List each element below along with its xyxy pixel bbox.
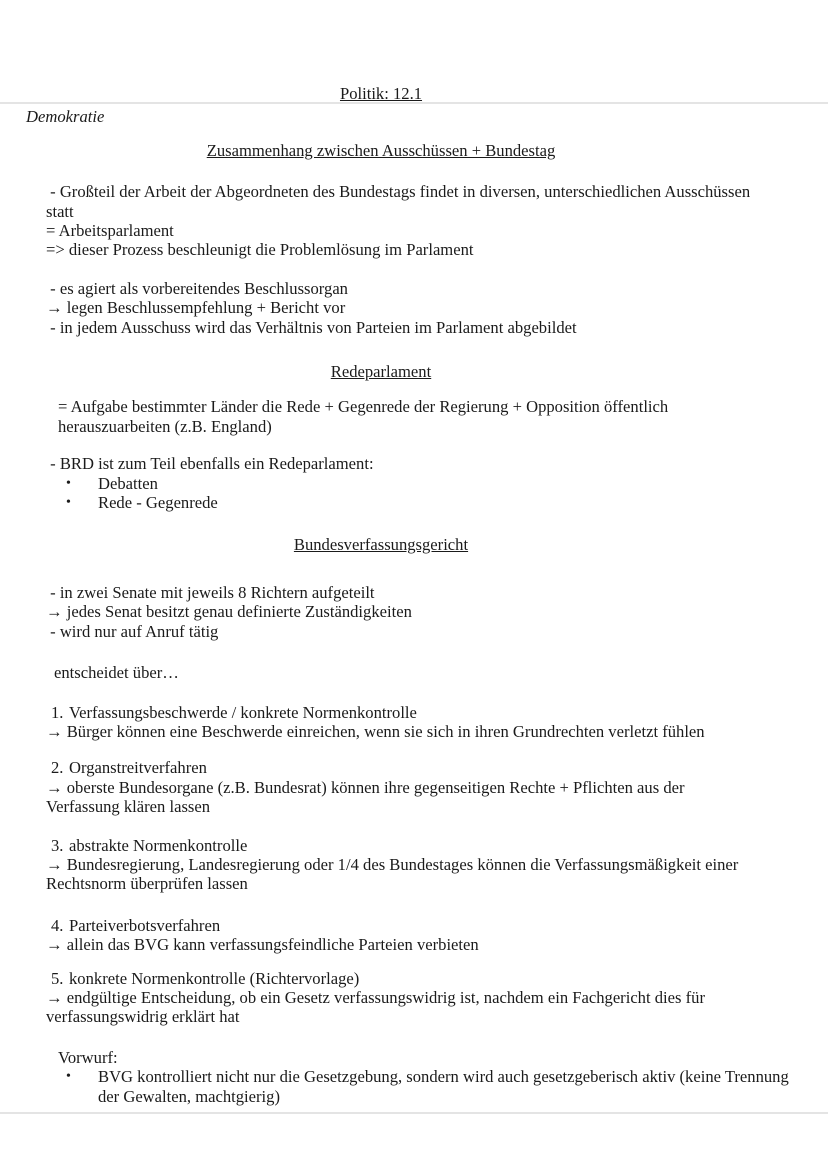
- bullet-icon: •: [66, 475, 71, 491]
- numbered-item: [0, 916, 762, 955]
- item-number: 1.: [51, 702, 64, 722]
- text-line: → Bürger können eine Beschwerde einreichen, wenn sie sich in ihren Grundrechten verletzt fühlen: [46, 721, 705, 741]
- text-line: - in zwei Senate mit jeweils 8 Richtern aufgeteilt: [46, 582, 375, 602]
- text-line: - BRD ist zum Teil ebenfalls ein Redeparlament:: [46, 454, 374, 474]
- vorwurf-block: [0, 1047, 789, 1106]
- vorwurf-label: Vorwurf:: [58, 1047, 118, 1067]
- list-item: [46, 1067, 789, 1106]
- page-separator-bottom: [0, 1112, 828, 1114]
- item-number: 3.: [51, 835, 64, 855]
- numbered-item-title-line: [46, 758, 762, 777]
- text-line: verfassungswidrig erklärt hat: [46, 1007, 240, 1027]
- paragraph: [0, 397, 762, 436]
- subtitle-demokratie: Demokratie: [26, 107, 105, 127]
- text-line: → allein das BVG kann verfassungsfeindliche Parteien verbieten: [46, 935, 479, 955]
- text-line: → oberste Bundesorgane (z.B. Bundesrat) können ihre gegenseitigen Rechte + Pflichten aus der: [46, 777, 685, 797]
- section-heading-ausschuesse-bundestag: Zusammenhang zwischen Ausschüssen + Bundestag: [206, 140, 556, 160]
- text-line: - Großteil der Arbeit der Abgeordneten des Bundestags findet in diversen, unterschiedlichen Ausschüssen: [46, 182, 751, 202]
- bullet-icon: •: [66, 1069, 71, 1085]
- numbered-item: [0, 758, 762, 816]
- item-title: abstrakte Normenkontrolle: [69, 835, 248, 855]
- numbered-item-title-line: [46, 836, 762, 855]
- list-item: [46, 493, 762, 512]
- text-line: Verfassung klären lassen: [46, 797, 211, 817]
- text-line: der Gewalten, machtgierig): [98, 1086, 280, 1106]
- text-line: herauszuarbeiten (z.B. England): [58, 416, 272, 436]
- text-line: => dieser Prozess beschleunigt die Problemlösung im Parlament: [46, 240, 474, 260]
- item-title: Verfassungsbeschwerde / konkrete Normenkontrolle: [69, 702, 417, 722]
- text-line: = Aufgabe bestimmter Länder die Rede + Gegenrede der Regierung + Opposition öffentlich: [58, 397, 669, 417]
- page-separator-top: [0, 102, 828, 104]
- item-title: Parteiverbotsverfahren: [69, 915, 221, 935]
- text-line: Rechtsnorm überprüfen lassen: [46, 874, 248, 894]
- list-item-text: Rede - Gegenrede: [98, 493, 218, 513]
- item-number: 5.: [51, 968, 64, 988]
- text-line: → Bundesregierung, Landesregierung oder 1/4 des Bundestages können die Verfassungsmäßigkeit einer: [46, 854, 739, 874]
- paragraph: [0, 583, 762, 641]
- text-line: - es agiert als vorbereitendes Beschlussorgan: [46, 278, 348, 298]
- text-line: BVG kontrolliert nicht nur die Gesetzgebung, sondern wird auch gesetzgeberisch aktiv (keine Trennung: [98, 1067, 789, 1087]
- text-line: = Arbeitsparlament: [46, 221, 174, 241]
- item-number: 4.: [51, 915, 64, 935]
- text-line: statt: [46, 201, 74, 221]
- item-title: konkrete Normenkontrolle (Richtervorlage): [69, 968, 360, 988]
- paragraph: [0, 454, 762, 512]
- list-item-text: [98, 1067, 789, 1106]
- bullet-icon: •: [66, 495, 71, 511]
- text-line: → jedes Senat besitzt genau definierte Zuständigkeiten: [46, 602, 412, 622]
- numbered-item: [0, 969, 762, 1027]
- numbered-item: [0, 836, 762, 894]
- list-item-text: Debatten: [98, 473, 158, 493]
- text-line: - in jedem Ausschuss wird das Verhältnis von Parteien im Parlament abgebildet: [46, 317, 577, 337]
- text-line: - wird nur auf Anruf tätig: [46, 621, 219, 641]
- paragraph: [0, 182, 762, 260]
- item-title: Organstreitverfahren: [69, 758, 207, 778]
- text-line: entscheidet über…: [54, 663, 179, 683]
- paragraph: [0, 279, 762, 337]
- item-number: 2.: [51, 758, 64, 778]
- numbered-item-title-line: [46, 703, 762, 722]
- numbered-item-title-line: [46, 969, 762, 988]
- numbered-item: [0, 703, 762, 742]
- text-line: → legen Beschlussempfehlung + Bericht vor: [46, 298, 346, 318]
- text-line: → endgültige Entscheidung, ob ein Gesetz verfassungswidrig ist, nachdem ein Fachgericht dies für: [46, 988, 705, 1007]
- paragraph: [0, 663, 762, 682]
- page-title: Politik: 12.1: [339, 84, 423, 103]
- list-item: [46, 474, 762, 493]
- section-heading-bundesverfassungsgericht: Bundesverfassungsgericht: [293, 534, 469, 554]
- numbered-item-title-line: [46, 916, 762, 935]
- section-heading-redeparlament: Redeparlament: [330, 362, 432, 382]
